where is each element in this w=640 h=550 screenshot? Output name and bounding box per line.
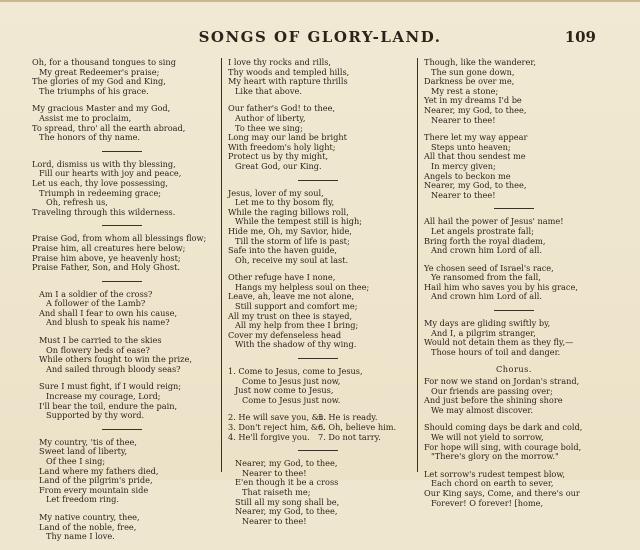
verse-line: Supported by thy word. [46,410,145,421]
verse-line: Nearer, my God, to thee, [235,506,338,517]
hymn-separator [298,358,338,359]
verse-line: There let my way appear [424,132,528,143]
verse-line: Darkness be over me, [424,76,515,87]
stanza [32,234,212,272]
verse-line: And blush to speak his name? [46,317,170,328]
verse-line: Increase my courage, Lord; [46,391,161,402]
verse-line: Land of the noble, free, [39,521,137,532]
verse-line: Let freedom ring. [46,494,119,505]
verse-line: All hail the power of Jesus' name! [424,216,564,227]
verse-line: My country, 'tis of thee, [39,436,138,447]
verse-line: Steps unto heaven; [431,141,511,152]
stanza [424,58,604,125]
verse-line: The triumphs of his grace. [39,85,149,96]
verse-line: Oh, receive my soul at last. [235,254,349,265]
verse-line: While the raging billows roll, [228,206,349,217]
verse-line: Still all my song shall be, [235,496,340,507]
verse-line: From every mountain side [39,484,149,495]
verse-line: My native country, thee, [39,511,140,522]
column-middle [228,58,408,534]
verse-line: Those hours of toil and danger. [431,346,561,357]
verse-line: My great Redeemer's praise; [39,66,160,77]
verse-line: And just before the shining shore [424,395,563,406]
verse-line: A follower of the Lamb? [46,298,146,309]
verse-line: Sure I must fight, if I would reign; [39,381,182,392]
verse-line: Triumph in redeeming grace; [39,187,162,198]
stanza [424,264,604,302]
verse-line: With freedom's holy light; [228,141,336,152]
stanza [32,290,212,328]
stanza [424,319,604,357]
stanza [228,459,408,526]
verse-line: To thee we sing; [235,122,303,133]
verse-line: "There's glory on the morrow." [431,451,559,462]
verse-line: Praise God, from whom all blessings flow; [32,233,207,244]
verse-line: Leave, ah, leave me not alone, [228,291,355,302]
verse-line: And sailed through bloody seas? [46,363,181,374]
verse-line: Land of the pilgrim's pride, [39,475,153,486]
verse-line: My days are gliding swiftly by, [424,318,551,329]
hymn-separator [494,310,534,311]
verse-line: Oh, refresh us, [46,197,108,208]
stanza [424,133,604,200]
verse-line: Our father's God! to thee, [228,103,336,114]
chorus-heading: Chorus. [496,364,532,375]
verse-line: And I, a pilgrim stranger, [431,327,536,338]
verse-line: Till the storm of life is past; [235,235,350,246]
refrain-item: 7. Do not tarry. [318,431,381,442]
verse-line: On flowery beds of ease? [46,344,150,355]
verse-line: Just now come to Jesus, [235,385,334,396]
verse-line: Nearer to thee! [242,467,307,478]
verse-line: Great God, our King. [235,160,322,171]
verse-line: Hide me, Oh, my Savior, hide, [228,225,352,236]
verse-line: Let sorrow's rudest tempest blow, [424,468,566,479]
verse-line: All my trust on thee is stayed, [228,310,353,321]
verse-line: We will not yield to sorrow, [431,432,544,442]
verse-line: My heart with rapture thrills [228,76,348,87]
verse-line: With the shadow of thy wing. [235,339,357,350]
verse-line: All that thou sendest me [424,151,526,162]
verse-line: Praise Father, Son, and Holy Ghost. [32,262,180,273]
verse-line: Our King says, Come, and there's our [424,487,580,498]
page-title: SONGS OF GLORY-LAND. [198,28,442,46]
verse-line: Bring forth the royal diadem, [424,235,546,246]
verse-line: I'll bear the toil, endure the pain, [39,400,178,411]
stanza [228,104,408,171]
stanza [228,367,408,405]
verse-line: Thy woods and templed hills, [228,66,350,77]
hymn-separator [102,151,142,152]
stanza [424,377,604,415]
verse-line: The glories of my God and King, [32,76,166,87]
verse-line: Hangs my helpless soul on thee; [235,281,370,292]
verse-line: For hope will sing, with courage bold, [424,441,582,452]
verse-line: Would not detain them as they fly,— [424,337,574,348]
verse-line: We may almost discover. [431,404,534,415]
verse-line: Other refuge have I none, [228,272,336,283]
stanza [424,423,604,461]
refrain-item: 4. He'll forgive you. [228,431,310,442]
verse-line: Must I be carried to the skies [39,335,162,346]
refrain-row [228,433,408,443]
verse-line: Yet in my dreams I'd be [424,95,522,106]
verse-line: Praise him, all creatures here below; [32,242,186,253]
verse-line: Nearer to thee! [431,114,496,125]
verse-line: Thy name I love. [46,531,115,542]
verse-line: I love thy rocks and rills, [228,57,332,67]
column-divider-right [417,58,418,472]
hymn-separator [102,225,142,226]
refrain-item: 2. He will save you, &c. [228,412,327,423]
verse-line: Each chord on earth to sever, [431,478,554,489]
column-divider-left [221,58,222,472]
verse-line: Nearer, my God, to thee, [424,180,527,191]
verse-line: Sweet land of liberty, [39,446,128,457]
stanza [424,470,604,508]
verse-line: Hail him who saves you by his grace, [424,281,578,292]
stanza [228,273,408,350]
verse-line: In mercy given; [431,160,496,171]
verse-line: Safe into the haven guide, [228,245,338,256]
verse-line: My rest a stone; [431,85,499,96]
stanza [228,413,408,442]
refrain-item: 6. Oh, believe him. [318,422,397,432]
verse-line: Our friends are passing over; [431,385,553,396]
verse-line: Come to Jesus just now, [242,375,341,386]
verse-line: Let us each, thy love possessing, [32,177,169,188]
verse-line: And crown him Lord of all. [431,291,543,302]
verse-line: Praise him above, ye heavenly host; [32,252,181,263]
verse-line: While others fought to win the prize, [39,354,192,365]
column-left [32,58,212,550]
stanza [32,58,212,96]
verse-line: For now we stand on Jordan's strand, [424,376,580,387]
verse-line: Protect us by thy might, [228,151,329,162]
hymn-separator [102,429,142,430]
verse-line: And shall I fear to own his cause, [39,307,178,318]
verse-line: Fill our hearts with joy and peace, [39,168,182,179]
verse-line: Of thee I sing; [46,456,106,466]
refrain-item: 3. Don't reject him, &c. [228,422,326,432]
stanza [32,438,212,505]
page-number: 109 [564,28,596,46]
verse-line: Cover my defenseless head [228,329,342,340]
verse-line: Lord, dismiss us with thy blessing, [32,158,176,169]
verse-line: To spread, thro' all the earth abroad, [32,122,186,133]
stanza [228,189,408,266]
verse-line: E'en though it be a cross [235,477,339,488]
stanza [32,513,212,542]
hymn-separator [298,450,338,451]
verse-line: And crown him Lord of all. [431,245,543,256]
verse-line: Oh, for a thousand tongues to sing [32,57,176,67]
verse-line: Should coming days be dark and cold, [424,422,583,433]
verse-line: All my help from thee I bring; [235,320,359,331]
verse-line: Jesus, lover of my soul, [228,187,324,198]
verse-line: Come to Jesus just now. [242,394,341,405]
verse-line: Am I a soldier of the cross? [39,288,153,299]
stanza [32,160,212,218]
verse-line: That raiseth me; [242,486,311,497]
verse-line: Forever! O forever! [home, [431,497,544,508]
verse-line: The sun gone down, [431,66,515,77]
page-header [0,28,640,48]
verse-line: While the tempest still is high; [235,216,363,227]
verse-line: Let angels prostrate fall; [431,225,534,236]
stanza [32,336,212,374]
verse-line: Ye ransomed from the fall, [431,272,541,283]
verse-line: Assist me to proclaim, [39,112,132,123]
verse-line: Ye chosen seed of Israel's race, [424,262,554,273]
verse-line: 1. Come to Jesus, come to Jesus, [228,366,363,377]
verse-line: Let me to thy bosom fly, [235,197,335,208]
verse-line: Author of liberty, [235,112,306,123]
verse-line: Angels to beckon me [424,170,511,181]
verse-line: Long may our land be bright [228,132,347,143]
stanza [32,104,212,142]
verse-line: Traveling through this wilderness. [32,206,176,217]
hymn-separator [102,281,142,282]
column-right [424,58,604,516]
stanza [32,382,212,420]
stanza [424,217,604,255]
verse-line: Nearer, my God, to thee, [235,458,338,469]
verse-line: Land where my fathers died, [39,465,159,476]
refrain-item: 5. He is ready. [318,412,378,423]
hymn-separator [494,208,534,209]
stanza [228,58,408,96]
verse-line: My gracious Master and my God, [32,103,171,114]
verse-line: Like that above. [235,85,302,96]
verse-line: The honors of thy name. [39,132,141,143]
verse-line: Nearer to thee! [431,189,496,200]
verse-line: Nearer to thee! [242,515,307,526]
verse-line: Nearer, my God, to thee, [424,104,527,115]
verse-line: Still support and comfort me; [235,301,358,312]
hymn-separator [298,180,338,181]
verse-line: Though, like the wanderer, [424,57,536,67]
